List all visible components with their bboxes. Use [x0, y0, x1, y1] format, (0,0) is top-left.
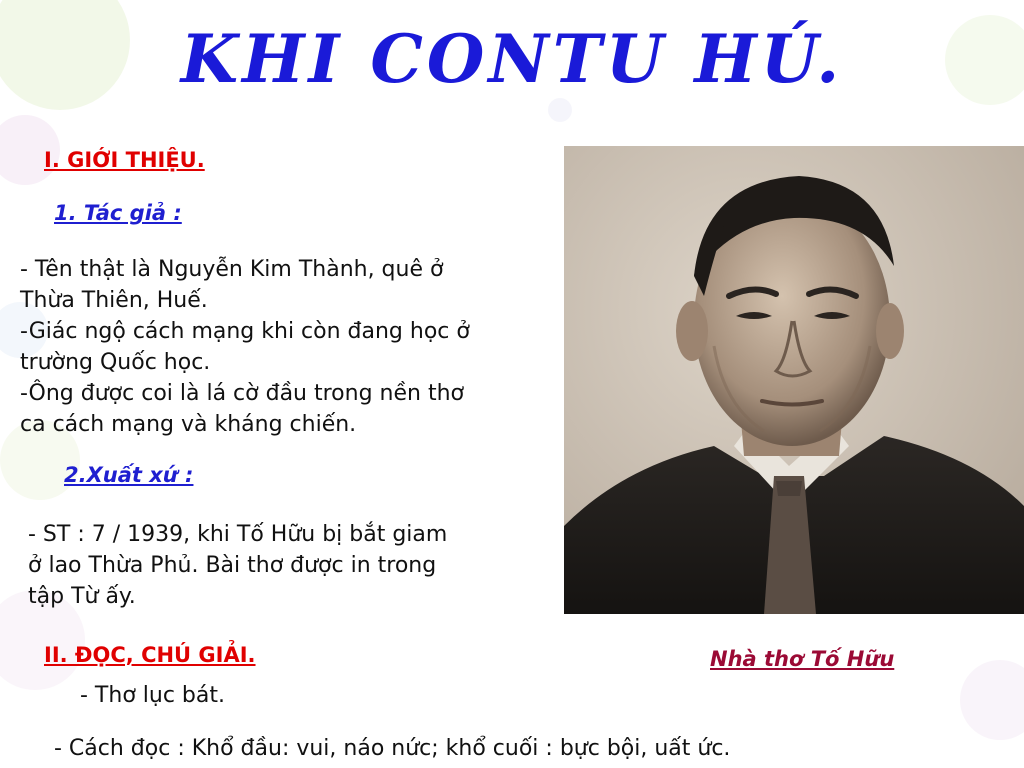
origin-description: [28, 519, 558, 612]
poet-portrait-photo: [564, 146, 1024, 614]
author-line: ca cách mạng và kháng chiến.: [20, 412, 357, 437]
origin-line: tập Từ ấy.: [28, 584, 136, 609]
author-description: [20, 254, 560, 440]
author-subheading: 1. Tác giả :: [54, 201, 182, 225]
author-line: -Ông được coi là lá cờ đầu trong nền thơ: [20, 381, 464, 406]
author-line: -Giác ngộ cách mạng khi còn đang học ở: [20, 319, 470, 344]
portrait-image: [564, 146, 1024, 614]
photo-caption: Nhà thơ Tố Hữu: [710, 647, 895, 671]
reading-style-line: - Cách đọc : Khổ đầu: vui, náo nức; khổ cuối : bực bội, uất ức.: [54, 736, 731, 761]
author-line: Thừa Thiên, Huế.: [20, 288, 208, 313]
title-wordart: [0, 0, 1024, 110]
author-line: trường Quốc học.: [20, 350, 211, 375]
origin-line: ở lao Thừa Phủ. Bài thơ được in trong: [28, 553, 437, 578]
origin-subheading: 2.Xuất xứ :: [64, 463, 194, 487]
author-line: - Tên thật là Nguyễn Kim Thành, quê ở: [20, 257, 444, 282]
page-title: KHI CONTU HÚ.: [180, 20, 844, 98]
origin-line: - ST : 7 / 1939, khi Tố Hữu bị bắt giam: [28, 522, 448, 547]
section-2-heading: II. ĐỌC, CHÚ GIẢI.: [44, 643, 256, 667]
verse-form-line: - Thơ lục bát.: [80, 683, 225, 708]
section-1-heading: I. GIỚI THIỆU.: [44, 148, 205, 172]
